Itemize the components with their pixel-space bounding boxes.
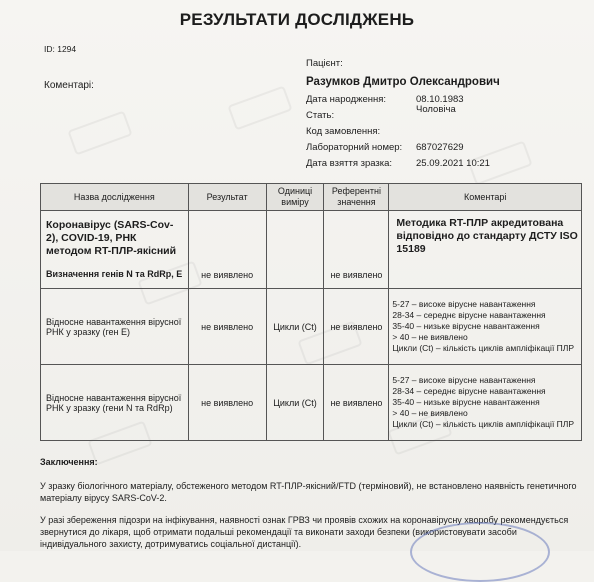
reference-cell: не виявлено	[324, 365, 389, 441]
test-title: Коронавірус (SARS-Cov-2), COVID-19, РНК методом RT-ПЛР-якісний	[46, 219, 177, 257]
header-comments: Коментарі	[389, 184, 582, 211]
lab-number-label: Лабораторний номер:	[306, 142, 403, 153]
lab-stamp	[410, 522, 550, 582]
birth-date-value: 08.10.1983	[416, 94, 464, 105]
comments-label: Коментарі:	[44, 80, 94, 91]
result-cell: не виявлено	[188, 211, 266, 289]
header-result: Результат	[188, 184, 266, 211]
sex-value: Чоловіча	[416, 104, 456, 115]
lab-number-value: 687027629	[416, 142, 464, 153]
patient-label: Пацієнт:	[306, 58, 343, 69]
watermark-logo	[67, 111, 132, 156]
test-subtitle: Визначення генів N та RdRp, E	[46, 269, 183, 279]
comment-cell	[389, 365, 582, 441]
comment-line: 28-34 – середнє вірусне навантаження	[392, 386, 546, 396]
reference-cell: не виявлено	[324, 289, 389, 365]
test-name-cell	[41, 211, 189, 289]
header-test-name: Назва дослідження	[41, 184, 189, 211]
patient-info	[306, 56, 576, 172]
recommendation-paragraph: У разі збереження підозри на інфікування, наявності ознак ГРВЗ чи проявів схожих на коронавірусну хворобу рекомендується звернутися до лікаря, щоб отримати подальші рекомендації та виконати заходи безпеки (використовувати засоби індивідуального захисту, дотримуватись соціальної дистанції).	[40, 515, 569, 549]
conclusions-heading: Заключення:	[40, 457, 98, 467]
units-cell: Цикли (Ct)	[266, 365, 324, 441]
page-title: РЕЗУЛЬТАТИ ДОСЛІДЖЕНЬ	[179, 10, 415, 29]
sample-date-label: Дата взяття зразка:	[306, 158, 393, 169]
comment-line: 35-40 – низьке вірусне навантаження	[392, 397, 540, 407]
test-name-cell: Відносне навантаження вірусної РНК у зразку (ген E)	[41, 289, 189, 365]
conclusion-paragraph: У зразку біологічного матеріалу, обстеженого методом RT-ПЛР-якісний/FTD (терміновий), не встановлено наявність генетичного матеріалу вірусу SARS-CoV-2.	[40, 481, 577, 503]
document-id: ID: 1294	[44, 44, 77, 54]
sex-label: Стать:	[306, 110, 335, 121]
header-reference: Референтні значення	[324, 184, 389, 211]
results-table	[40, 183, 582, 441]
comment-line: 5-27 – високе вірусне навантаження	[392, 299, 536, 309]
sample-date-row	[306, 156, 576, 172]
table-row	[41, 211, 582, 289]
method-note: Методика RT-ПЛР акредитована відповідно до стандарту ДСТУ ISO 15189	[396, 217, 578, 255]
lab-number-row	[306, 140, 576, 156]
birth-date-label: Дата народження:	[306, 94, 387, 105]
result-cell: не виявлено	[188, 289, 266, 365]
result-cell: не виявлено	[188, 365, 266, 441]
table-row	[41, 365, 582, 441]
units-cell	[266, 211, 324, 289]
patient-name: Разумков Дмитро Олександрович	[306, 76, 500, 88]
sample-date-value: 25.09.2021 10:21	[416, 158, 490, 169]
order-code-row	[306, 124, 576, 140]
comment-line: 28-34 – середнє вірусне навантаження	[392, 310, 546, 320]
comment-line: Цикли (Ct) – кількість циклів ампліфікації ПЛР	[392, 343, 575, 353]
reference-cell: не виявлено	[324, 211, 389, 289]
comment-line: > 40 – не виявлено	[392, 332, 468, 342]
comment-line: > 40 – не виявлено	[392, 408, 468, 418]
table-header-row	[41, 184, 582, 211]
table-row	[41, 289, 582, 365]
units-cell: Цикли (Ct)	[266, 289, 324, 365]
header-units: Одиниці виміру	[266, 184, 324, 211]
comment-line: Цикли (Ct) – кількість циклів ампліфікації ПЛР	[392, 419, 575, 429]
test-name-cell: Відносне навантаження вірусної РНК у зразку (гени N та RdRp)	[41, 365, 189, 441]
comment-cell	[389, 211, 582, 289]
comment-line: 5-27 – високе вірусне навантаження	[392, 375, 536, 385]
sex-row	[306, 104, 576, 124]
comment-line: 35-40 – низьке вірусне навантаження	[392, 321, 540, 331]
comment-cell	[389, 289, 582, 365]
order-code-label: Код замовлення:	[306, 126, 381, 137]
watermark-logo	[227, 86, 292, 131]
